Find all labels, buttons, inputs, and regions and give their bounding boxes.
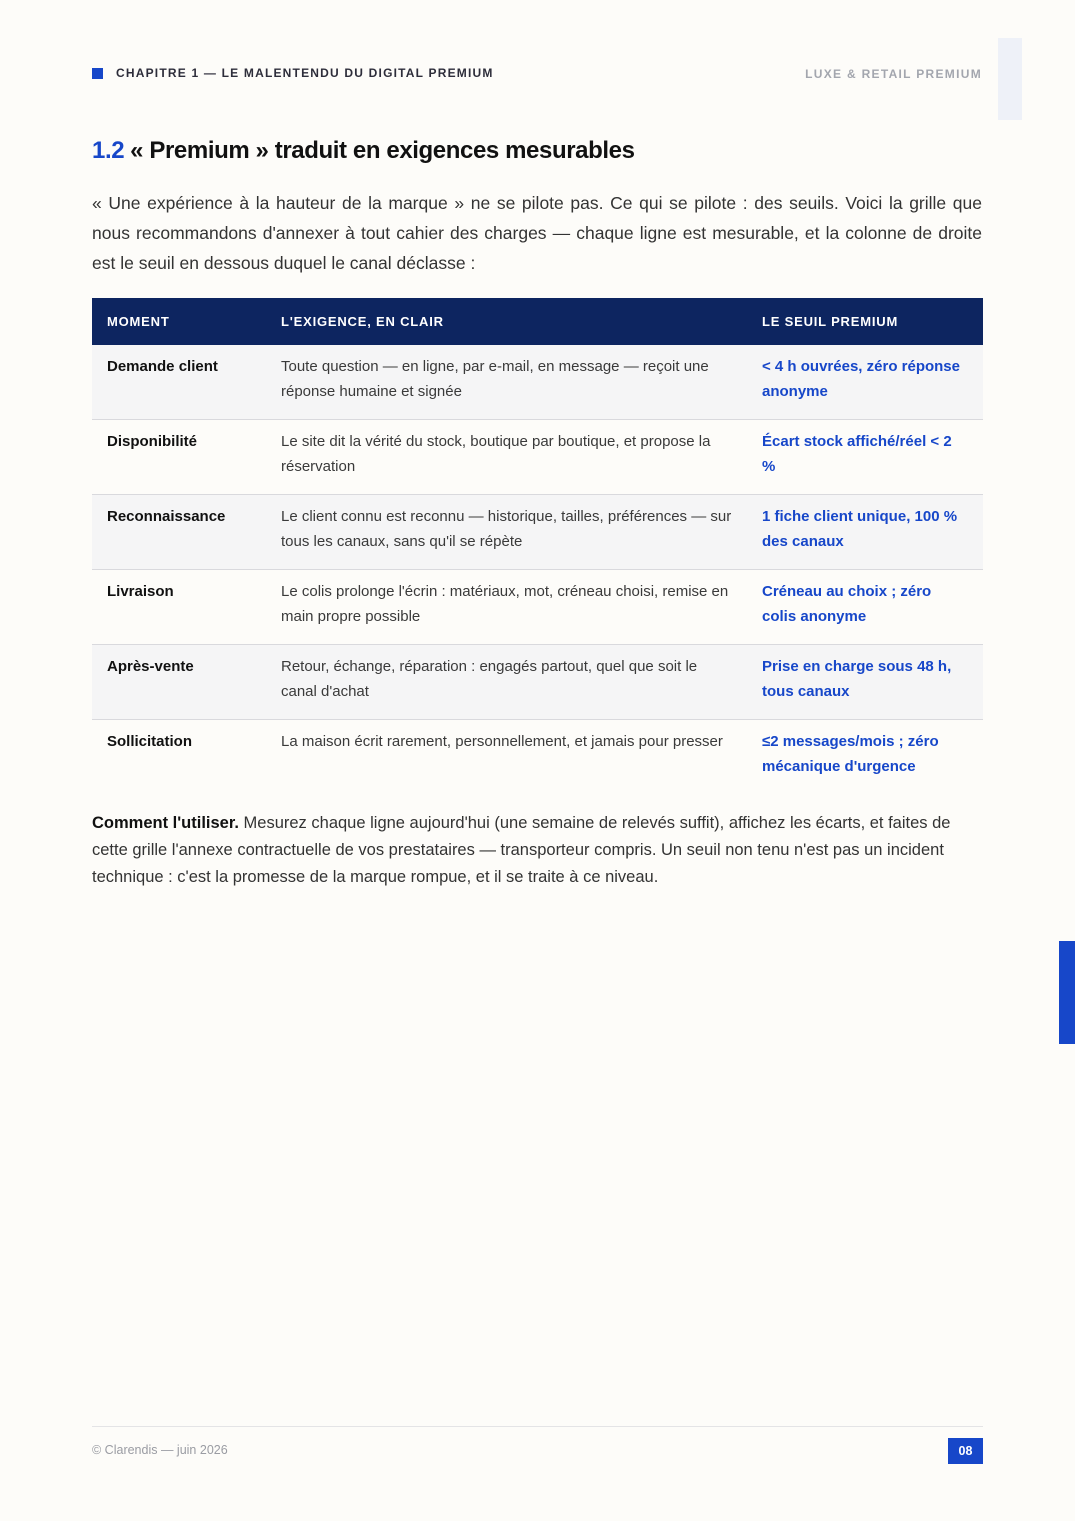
chapter-label: CHAPITRE 1 — LE MALENTENDU DU DIGITAL PREMIUM xyxy=(116,66,494,80)
threshold-cell: Écart stock affiché/réel < 2 % xyxy=(747,420,983,495)
requirement-cell: Toute question — en ligne, par e-mail, en message — reçoit une réponse humaine et signée xyxy=(266,345,747,420)
table-row xyxy=(92,570,983,645)
table-row xyxy=(92,720,983,795)
moment-cell: Disponibilité xyxy=(92,420,266,495)
threshold-cell: Créneau au choix ; zéro colis anonyme xyxy=(747,570,983,645)
column-header-requirement: L'EXIGENCE, EN CLAIR xyxy=(266,298,747,345)
chapter-marker-icon xyxy=(92,68,103,79)
chapter-side-tab xyxy=(1059,941,1075,1044)
table-row xyxy=(92,345,983,420)
moment-cell: Demande client xyxy=(92,345,266,420)
requirement-cell: Le colis prolonge l'écrin : matériaux, mot, créneau choisi, remise en main propre possible xyxy=(266,570,747,645)
table-row xyxy=(92,420,983,495)
requirement-cell: Le client connu est reconnu — historique, tailles, préférences — sur tous les canaux, sans qu'il se répète xyxy=(266,495,747,570)
moment-cell: Sollicitation xyxy=(92,720,266,795)
section-number: 1.2 xyxy=(92,137,125,164)
section-title xyxy=(92,137,635,165)
usage-lead: Comment l'utiliser. xyxy=(92,814,239,832)
threshold-cell: < 4 h ouvrées, zéro réponse anonyme xyxy=(747,345,983,420)
table-header-row xyxy=(92,298,983,345)
chapter-numeral-graphic xyxy=(984,38,1022,120)
requirement-cell: La maison écrit rarement, personnellement, et jamais pour presser xyxy=(266,720,747,795)
column-header-threshold: LE SEUIL PREMIUM xyxy=(747,298,983,345)
footer-divider xyxy=(92,1426,983,1427)
brand-label: LUXE & RETAIL PREMIUM xyxy=(805,67,982,81)
footer-copyright: © Clarendis — juin 2026 xyxy=(92,1443,228,1457)
usage-paragraph xyxy=(92,810,982,891)
threshold-cell: 1 fiche client unique, 100 % des canaux xyxy=(747,495,983,570)
page-number-badge: 08 xyxy=(948,1438,983,1464)
threshold-cell: ≤2 messages/mois ; zéro mécanique d'urgence xyxy=(747,720,983,795)
requirements-table xyxy=(92,298,983,794)
page-header xyxy=(92,66,982,82)
threshold-cell: Prise en charge sous 48 h, tous canaux xyxy=(747,645,983,720)
moment-cell: Après-vente xyxy=(92,645,266,720)
usage-text: Mesurez chaque ligne aujourd'hui (une semaine de relevés suffit), affichez les écarts, et faites de cette grille l'annexe contractuelle de vos prestataires — transporteur compris. Un seuil non tenu n'est pas un incident technique : c'est la promesse de la marque rompue, et il se traite à ce niveau. xyxy=(92,814,951,886)
moment-cell: Livraison xyxy=(92,570,266,645)
column-header-moment: MOMENT xyxy=(92,298,266,345)
requirement-cell: Retour, échange, réparation : engagés partout, quel que soit le canal d'achat xyxy=(266,645,747,720)
section-title-text: « Premium » traduit en exigences mesurables xyxy=(130,137,635,164)
table-row xyxy=(92,645,983,720)
requirement-cell: Le site dit la vérité du stock, boutique par boutique, et propose la réservation xyxy=(266,420,747,495)
table-row xyxy=(92,495,983,570)
moment-cell: Reconnaissance xyxy=(92,495,266,570)
intro-paragraph: « Une expérience à la hauteur de la marque » ne se pilote pas. Ce qui se pilote : des seuils. Voici la grille que nous recommandons d'annexer à tout cahier des charges — chaque ligne est mesurable, et la colonne de droite est le seuil en dessous duquel le canal déclasse : xyxy=(92,193,982,273)
